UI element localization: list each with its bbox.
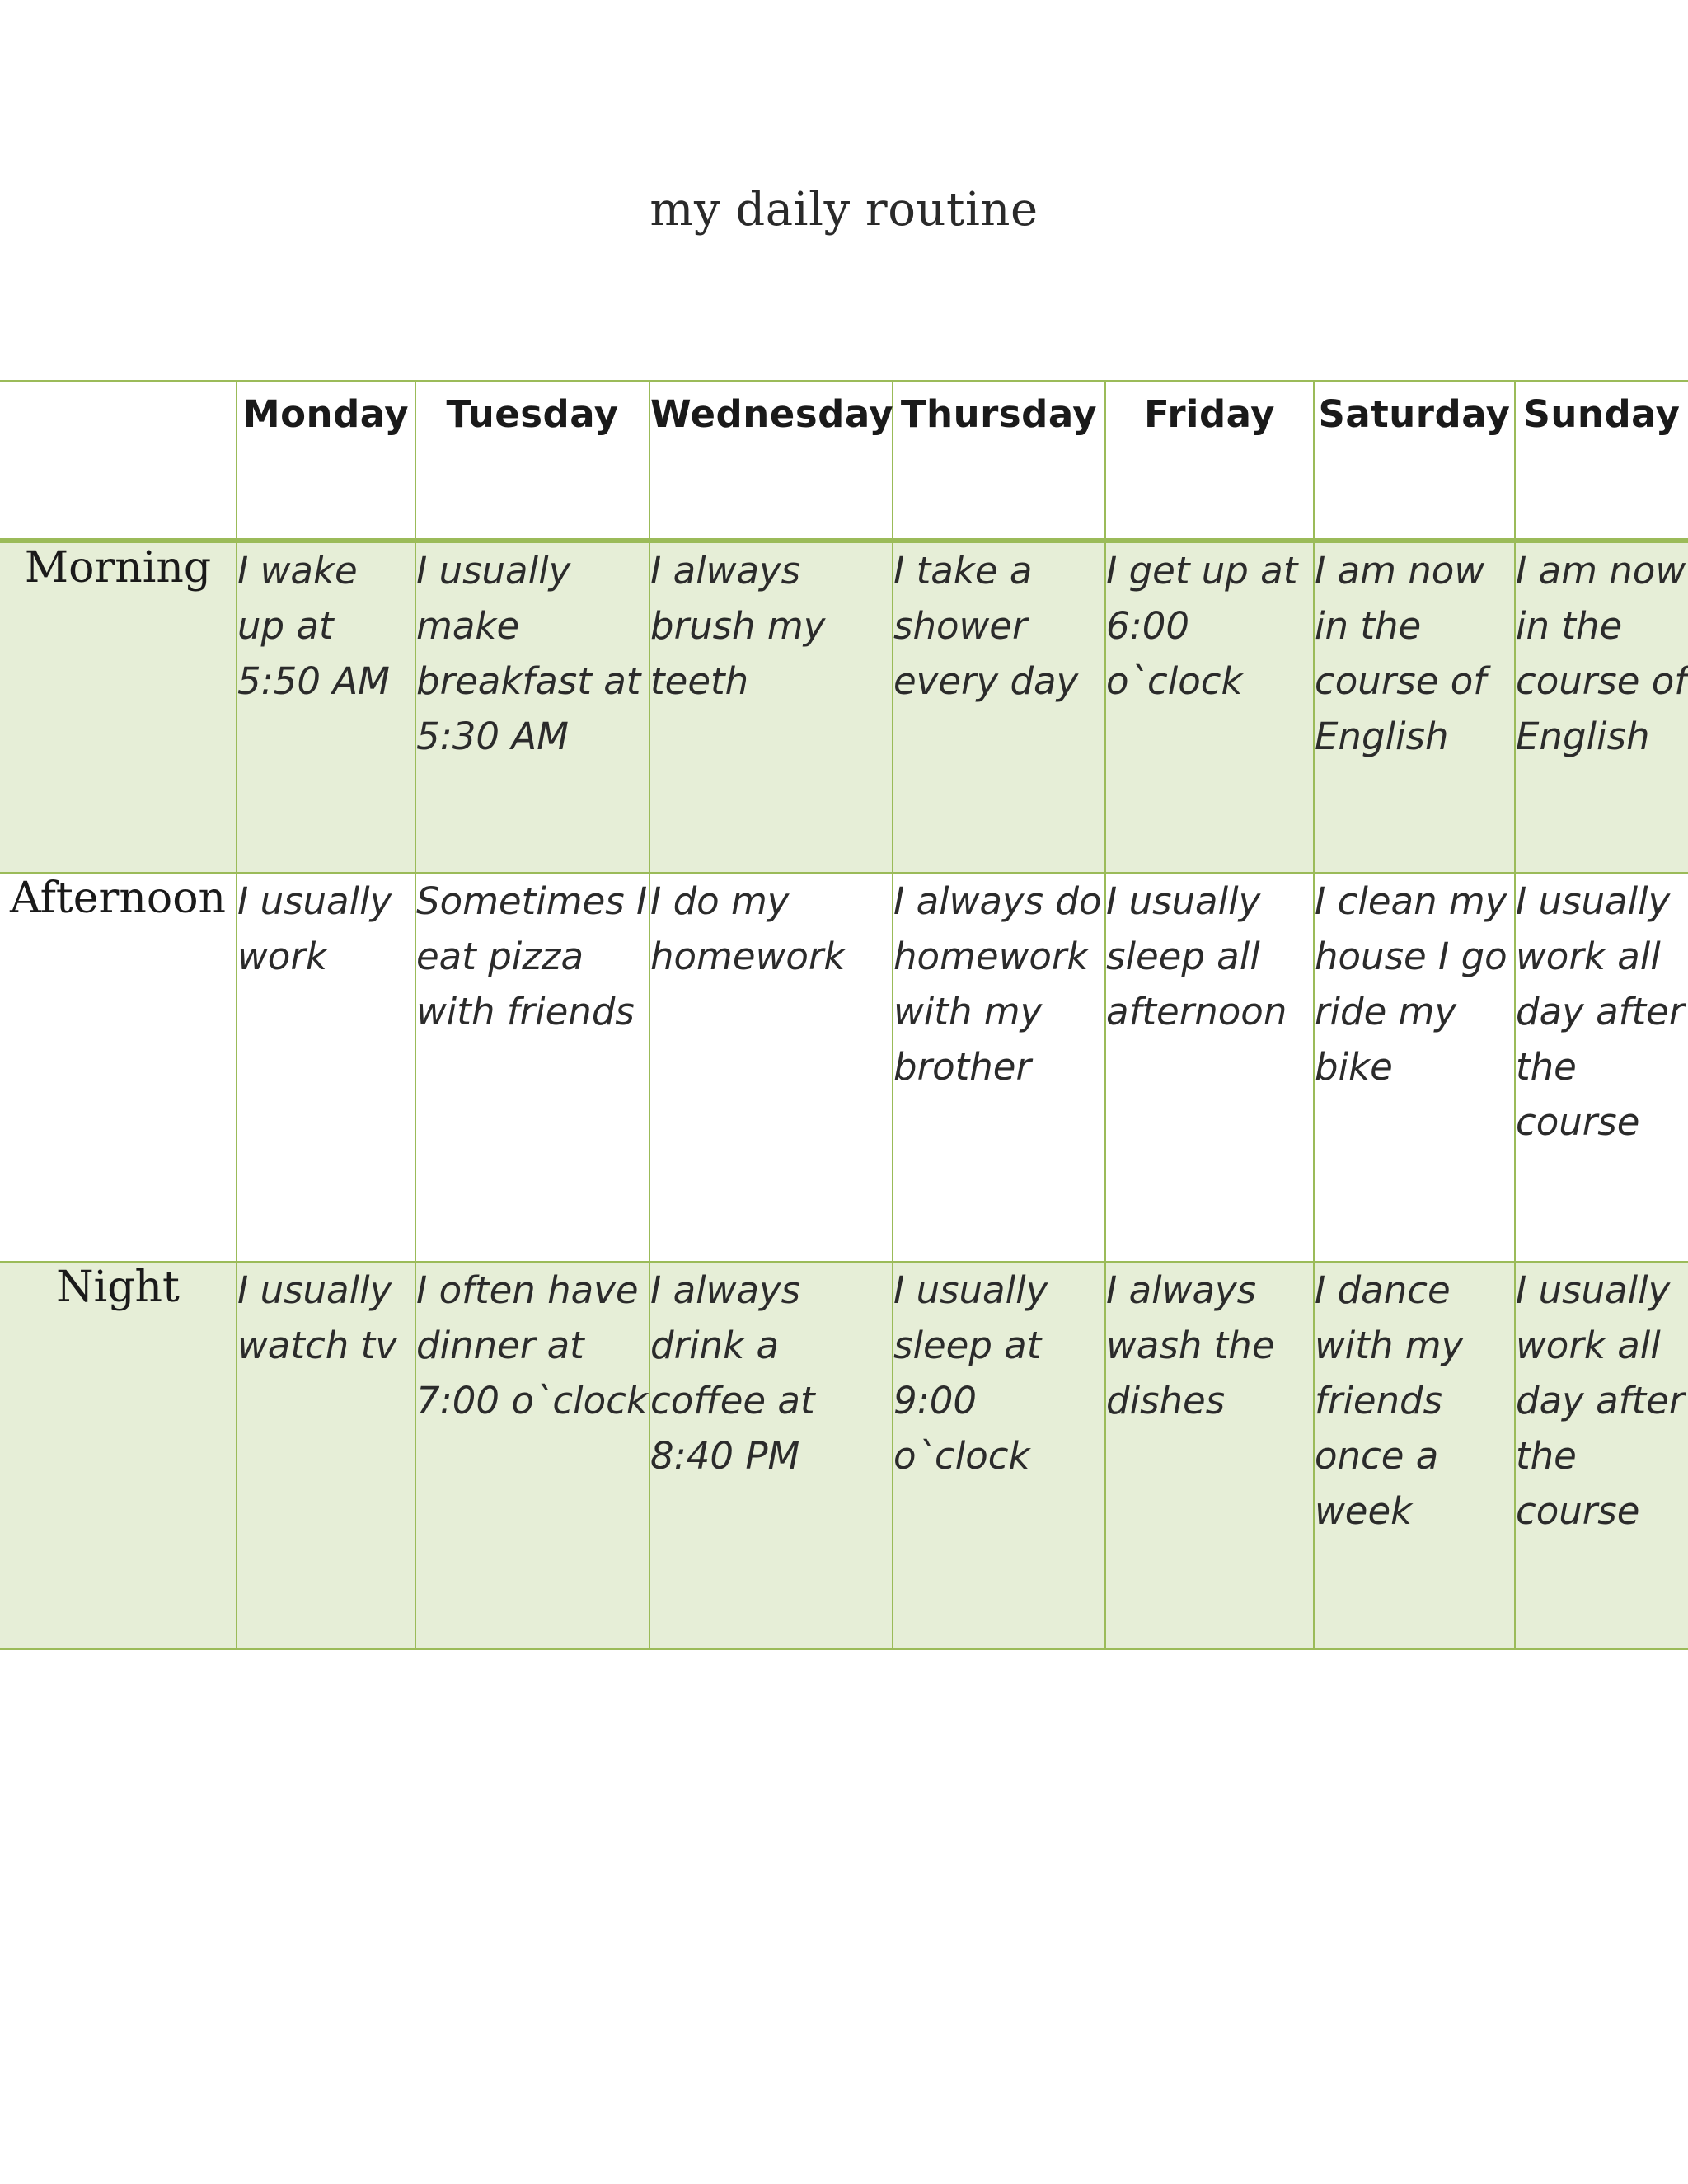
cell-morning-friday: I get up at 6:00 o`clock [1105, 541, 1314, 873]
table-header-row [0, 382, 1688, 541]
row-label-morning: Morning [0, 541, 237, 873]
routine-table [0, 380, 1688, 1650]
cell-night-saturday: I dance with my friends once a week [1314, 1262, 1515, 1649]
cell-morning-sunday: I am now in the course of English [1515, 541, 1688, 873]
table-row-afternoon [0, 873, 1688, 1262]
cell-night-sunday: I usually work all day after the course [1515, 1262, 1688, 1649]
cell-morning-tuesday: I usually make breakfast at 5:30 AM [415, 541, 649, 873]
header-saturday: Saturday [1314, 382, 1515, 541]
cell-morning-saturday: I am now in the course of English [1314, 541, 1515, 873]
header-wednesday: Wednesday [649, 382, 893, 541]
cell-afternoon-saturday: I clean my house I go ride my bike [1314, 873, 1515, 1262]
cell-morning-thursday: I take a shower every day [893, 541, 1105, 873]
cell-afternoon-monday: I usually work [237, 873, 415, 1262]
row-label-afternoon: Afternoon [0, 873, 237, 1262]
cell-morning-wednesday: I always brush my teeth [649, 541, 893, 873]
table-row-night [0, 1262, 1688, 1649]
cell-afternoon-tuesday: Sometimes I eat pizza with friends [415, 873, 649, 1262]
header-friday: Friday [1105, 382, 1314, 541]
cell-afternoon-sunday: I usually work all day after the course [1515, 873, 1688, 1262]
row-label-night: Night [0, 1262, 237, 1649]
cell-night-thursday: I usually sleep at 9:00 o`clock [893, 1262, 1105, 1649]
cell-night-tuesday: I often have dinner at 7:00 o`clock [415, 1262, 649, 1649]
cell-afternoon-friday: I usually sleep all afternoon [1105, 873, 1314, 1262]
header-sunday: Sunday [1515, 382, 1688, 541]
page-title: my daily routine [649, 183, 1039, 237]
header-corner-cell [0, 382, 237, 541]
cell-afternoon-wednesday: I do my homework [649, 873, 893, 1262]
table-row-morning [0, 541, 1688, 873]
header-monday: Monday [237, 382, 415, 541]
cell-morning-monday: I wake up at 5:50 AM [237, 541, 415, 873]
header-thursday: Thursday [893, 382, 1105, 541]
cell-night-friday: I always wash the dishes [1105, 1262, 1314, 1649]
cell-afternoon-thursday: I always do homework with my brother [893, 873, 1105, 1262]
cell-night-wednesday: I always drink a coffee at 8:40 PM [649, 1262, 893, 1649]
header-tuesday: Tuesday [415, 382, 649, 541]
cell-night-monday: I usually watch tv [237, 1262, 415, 1649]
